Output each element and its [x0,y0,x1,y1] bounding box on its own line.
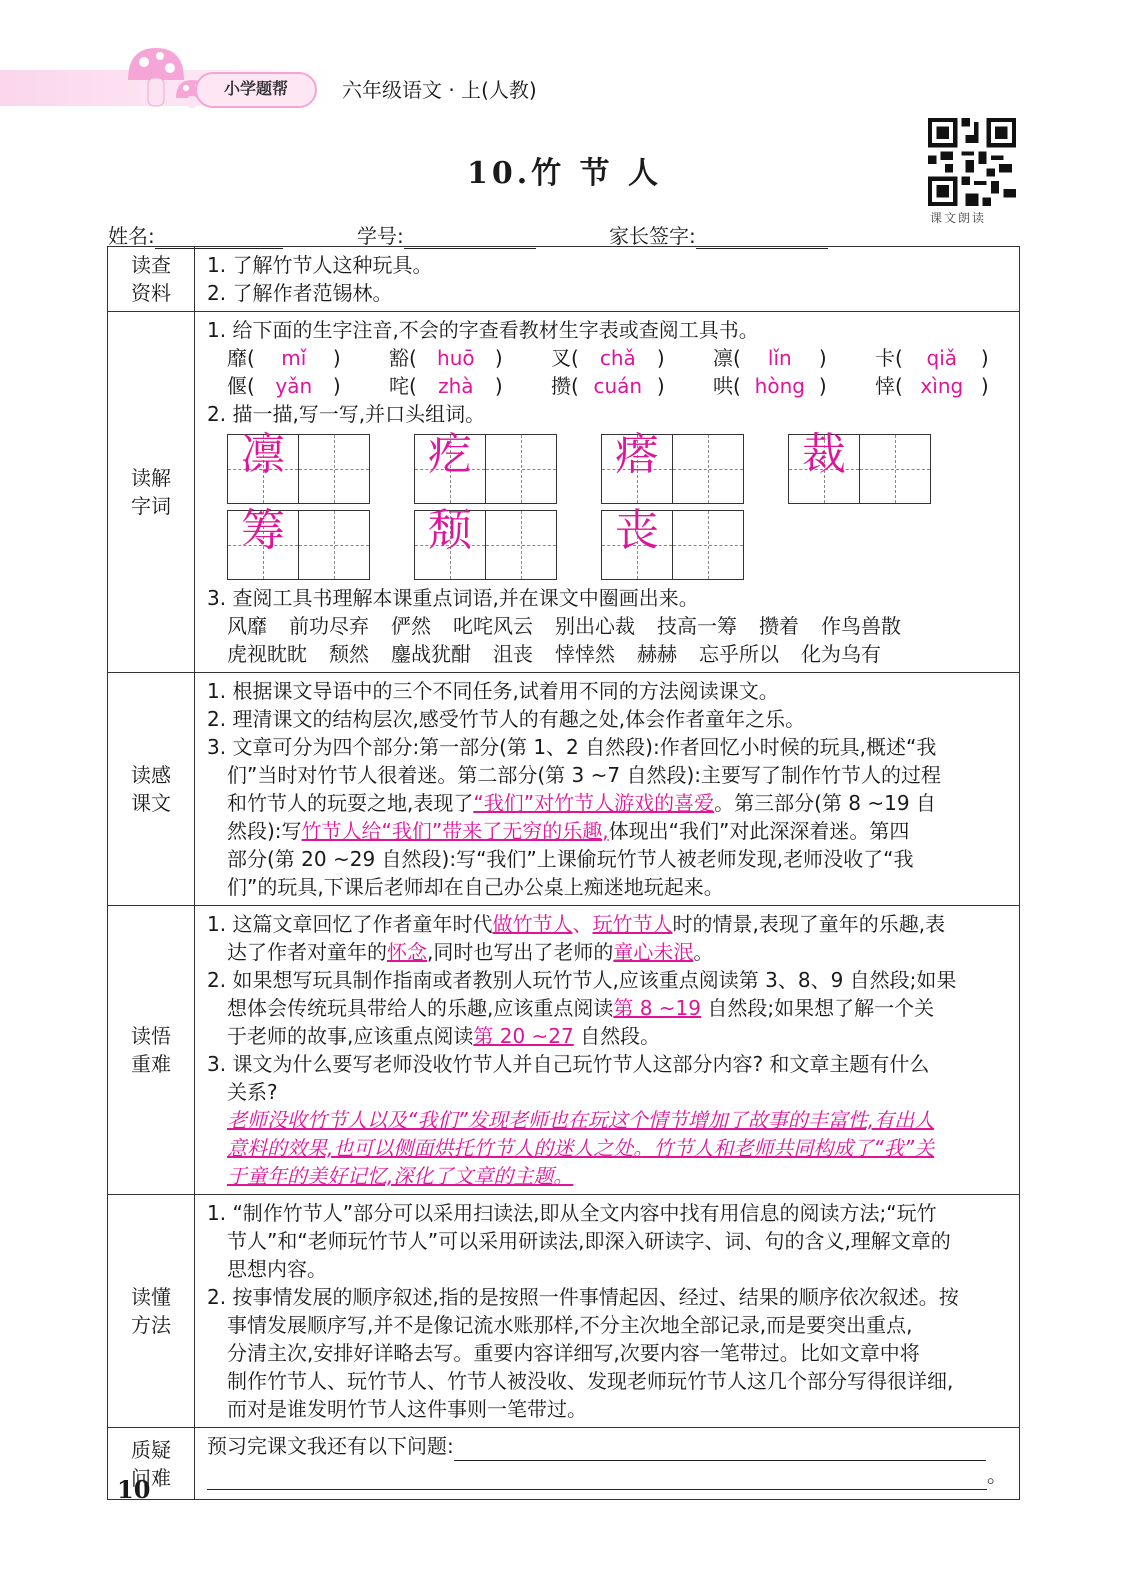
section-label: 读感 课文 [108,673,195,906]
word-list: 风靡 前功尽弃 俨然 叱咤风云 别出心裁 技高一筹 攒着 作鸟兽散 [227,614,901,638]
question-answer-line[interactable] [454,1432,986,1461]
section-reading [108,673,1020,906]
question: 1. 给下面的生字注音,不会的字查看教材生字表或查阅工具书。 [207,318,759,342]
pinyin-item: 咤( zhà ) [389,374,503,398]
section-words [108,312,1020,673]
text-line: 制作竹节人、玩竹节人、竹节人被没收、发现老师玩竹节人这几个部分写得很详细, [227,1369,954,1393]
answer-text: “我们”对竹节人游戏的喜爱 [473,791,715,815]
brand-tab [195,72,317,108]
question: 关系? [227,1080,278,1104]
text-line: 1. 这篇文章回忆了作者童年时代做竹节人、玩竹节人时的情景,表现了童年的乐趣,表 [207,912,946,936]
text-line: 1. 根据课文导语中的三个不同任务,试着用不同的方法阅读课文。 [207,679,779,703]
section-label: 读查 资料 [108,247,195,312]
section-label: 质疑 问难 [108,1428,195,1500]
parent-signature-field [609,220,828,249]
text-line: 预习完课文我还有以下问题: [207,1432,1009,1461]
student-id-label: 学号: [357,224,404,248]
section-label: 读懂 方法 [108,1195,195,1428]
text-line: 然段):写竹节人给“我们”带来了无穷的乐趣,体现出“我们”对此深深着迷。第四 [227,819,910,843]
section-label: 读解 字词 [108,312,195,673]
pinyin-item: 偃( yǎn ) [227,374,341,398]
question: 2. 描一描,写一写,并口头组词。 [207,402,486,426]
text-line: 1. “制作竹节人”部分可以采用扫读法,即从全文内容中找有用信息的阅读方法;“玩竹 [207,1201,937,1225]
tracing-grid[interactable]: 颓 [414,510,557,580]
text-line: 们”当时对竹节人很着迷。第二部分(第 3 ~7 自然段):主要写了制作竹节人的过程 [227,763,941,787]
qr-caption: 课文朗读 [930,211,987,225]
text-line: 节人”和“老师玩竹节人”可以采用研读法,即深入研读字、词、句的含义,理解文章的 [227,1229,951,1253]
tracing-grid[interactable]: 瘩 [601,434,744,504]
text-line: 3. 文章可分为四个部分:第一部分(第 1、2 自然段):作者回忆小时候的玩具,概述“我 [207,735,937,759]
text-line: 分清主次,安排好详略去写。重要内容详细写,次要内容一笔带过。比如文章中将 [227,1341,920,1365]
text-line: 达了作者对童年的怀念,同时也写出了老师的童心未泯。 [227,940,714,964]
text-line: 2. 了解作者范锡林。 [207,281,393,305]
tracing-row [207,505,1009,580]
name-label: 姓名: [108,224,155,248]
pinyin-item: 哄( hòng ) [713,374,827,398]
answer-text: 于童年的美好记忆,深化了文章的主题。 [227,1164,574,1188]
student-id-field [357,220,536,249]
question-answer-line[interactable] [207,1461,987,1490]
pinyin-item: 凛( lǐn ) [713,346,827,370]
answer-text: 意料的效果,也可以侧面烘托竹节人的迷人之处。竹节人和老师共同构成了“我”关 [227,1136,935,1160]
text-line: 部分(第 20 ~29 自然段):写“我们”上课偷玩竹节人被老师发现,老师没收了“我 [227,847,914,871]
parent-signature-label: 家长签字: [609,224,696,248]
pinyin-item: 悻( xìng ) [875,374,989,398]
section-methods [108,1195,1020,1428]
pinyin-item: 攒( cuán ) [551,374,665,398]
qr-code-icon[interactable] [928,118,1016,206]
section-check-materials [108,247,1020,312]
pinyin-row [207,344,1009,372]
page-title: 10.竹 节 人 [466,156,663,191]
word-list: 虎视眈眈 颓然 鏖战犹酣 沮丧 悻悻然 赫赫 忘乎所以 化为乌有 [227,642,881,666]
text-line: 2. 如果想写玩具制作指南或者教别人玩竹节人,应该重点阅读第 3、8、9 自然段;如果 [207,968,957,992]
section-label: 读悟 重难 [108,906,195,1195]
worksheet-table [107,246,1020,1500]
tracing-grid[interactable]: 凛 [227,434,370,504]
tracing-grid[interactable]: 疙 [414,434,557,504]
text-line: 2. 理清课文的结构层次,感受竹节人的有趣之处,体会作者童年之乐。 [207,707,806,731]
text-line: 而对是谁发明竹节人这件事则一笔带过。 [227,1397,587,1421]
section-key-points [108,906,1020,1195]
pinyin-item: 靡( mǐ ) [227,346,341,370]
answer-text: 老师没收竹节人以及“我们”发现老师也在玩这个情节增加了故事的丰富性,有出人 [227,1108,935,1132]
section-questions [108,1428,1020,1500]
brand-label: 小学题帮 [223,79,288,98]
text-line: 思想内容。 [227,1257,327,1281]
pinyin-item: 豁( huō ) [389,346,503,370]
text-line: 和竹节人的玩耍之地,表现了“我们”对竹节人游戏的喜爱。第三部分(第 8 ~19 自 [227,791,936,815]
text-line: 2. 按事情发展的顺序叙述,指的是按照一件事情起因、经过、结果的顺序依次叙述。按 [207,1285,959,1309]
tracing-grid[interactable]: 裁 [788,434,931,504]
name-field [108,220,283,249]
tracing-grid[interactable]: 筹 [227,510,370,580]
text-line: 事情发展顺序写,并不是像记流水账那样,不分主次地全部记录,而是要突出重点, [227,1313,913,1337]
text-line: 想体会传统玩具带给人的乐趣,应该重点阅读第 8 ~19 自然段;如果想了解一个关 [227,996,935,1020]
text-line: 。 [207,1461,1009,1490]
tracing-grid[interactable]: 丧 [601,510,744,580]
pinyin-item: 卡( qiǎ ) [875,346,989,370]
pinyin-row [207,372,1009,400]
text-line: 1. 了解竹节人这种玩具。 [207,253,433,277]
text-line: 们”的玩具,下课后老师却在自己办公桌上痴迷地玩起来。 [227,875,724,899]
question: 3. 查阅工具书理解本课重点词语,并在课文中圈画出来。 [207,586,699,610]
pinyin-item: 叉( chǎ ) [551,346,665,370]
text-line: 于老师的故事,应该重点阅读第 20 ~27 自然段。 [227,1024,661,1048]
question: 3. 课文为什么要写老师没收竹节人并自己玩竹节人这部分内容? 和文章主题有什么 [207,1052,930,1076]
page-number: 10 [117,1475,151,1504]
tracing-row [207,429,1009,504]
answer-text: 竹节人给“我们”带来了无穷的乐趣, [301,819,609,843]
grade-label: 六年级语文 · 上(人教) [342,78,537,102]
